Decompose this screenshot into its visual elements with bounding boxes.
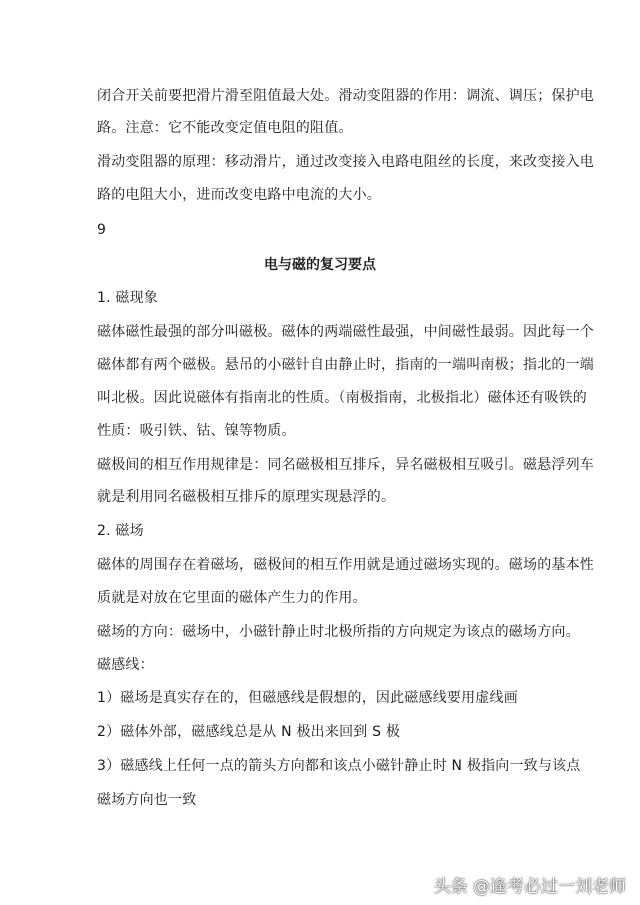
paragraph-line: 磁感线： xyxy=(97,657,154,673)
paragraph-line: 质就是对放在它里面的磁体产生力的作用。 xyxy=(97,590,367,606)
paragraph-line: 就是利用同名磁极相互排斥的原理实现悬浮的。 xyxy=(97,489,396,505)
paragraph-line: 性质：吸引铁、钴、镍等物质。 xyxy=(97,423,296,439)
paragraph-line: 磁场方向也一致 xyxy=(97,792,197,808)
paragraph-line: 路。注意：它不能改变定值电阻的阻值。 xyxy=(97,120,353,136)
paragraph-line: 闭合开关前要把滑片滑至阻值最大处。滑动变阻器的作用：调流、调压；保护电 xyxy=(97,88,594,104)
paragraph-line: 磁场的方向：磁场中，小磁针静止时北极所指的方向规定为该点的磁场方向。 xyxy=(97,624,580,640)
paragraph-line: 磁极间的相互作用规律是：同名磁极相互排斥，异名磁极相互吸引。磁悬浮列车 xyxy=(97,457,594,473)
section-heading: 2. 磁场 xyxy=(97,523,144,539)
paragraph-line: 磁体都有两个磁极。悬吊的小磁针自由静止时，指南的一端叫南极；指北的一端 xyxy=(97,357,594,373)
paragraph-line: 滑动变阻器的原理：移动滑片，通过改变接入电路电阻丝的长度，来改变接入电 xyxy=(97,154,594,170)
list-item: 2）磁体外部，磁感线总是从 N 极出来回到 S 极 xyxy=(97,724,401,740)
section-heading: 1. 磁现象 xyxy=(97,290,159,306)
page-number: 9 xyxy=(97,222,107,238)
paragraph-line: 路的电阻大小，进而改变电路中电流的大小。 xyxy=(97,187,381,203)
section-title: 电与磁的复习要点 xyxy=(264,257,376,273)
list-item: 3）磁感线上任何一点的箭头方向都和该点小磁针静止时 N 极指向一致与该点 xyxy=(97,758,581,774)
list-item: 1）磁场是真实存在的，但磁感线是假想的，因此磁感线要用虚线画 xyxy=(97,690,518,706)
paragraph-line: 叫北极。因此说磁体有指南北的性质。（南极指南，北极指北）磁体还有吸铁的 xyxy=(97,390,587,406)
paragraph-line: 磁体的周围存在着磁场，磁极间的相互作用就是通过磁场实现的。磁场的基本性 xyxy=(97,557,594,573)
watermark: 头条 @逢考必过一刘老师 xyxy=(433,877,626,897)
paragraph-line: 磁体磁性最强的部分叫磁极。磁体的两端磁性最强，中间磁性最弱。因此每一个 xyxy=(97,324,594,340)
